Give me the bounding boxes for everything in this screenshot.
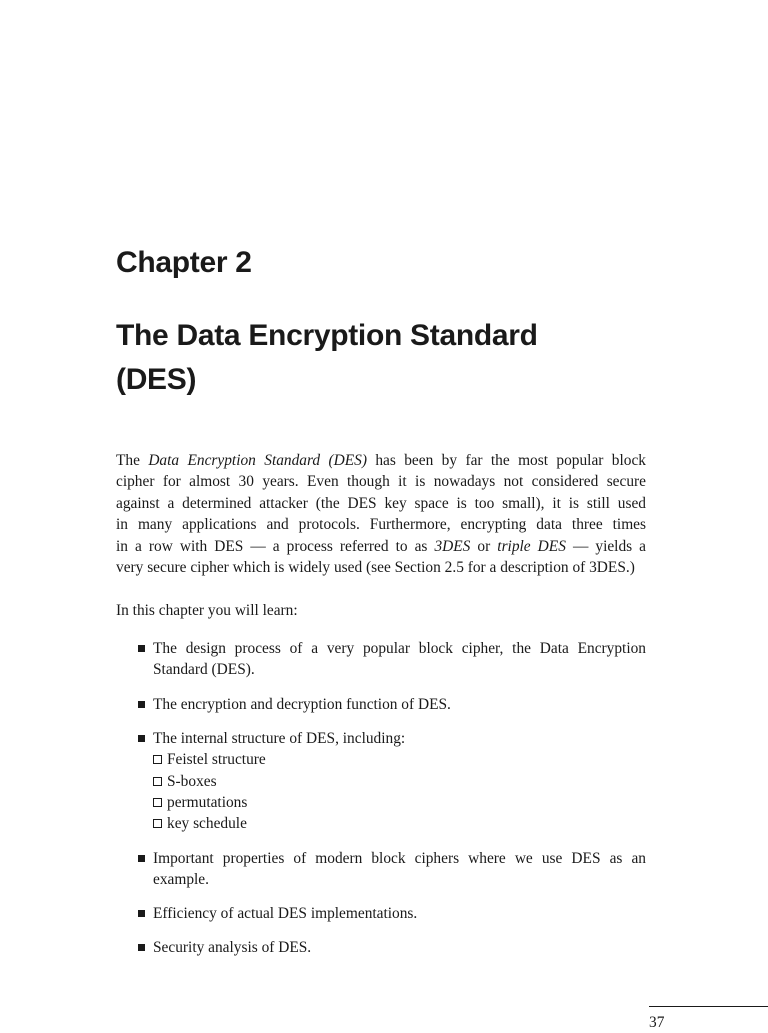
chapter-title-line: The Data Encryption Standard <box>116 319 538 352</box>
intro-line <box>116 536 646 557</box>
sublist-item <box>153 813 646 834</box>
square-bullet-icon <box>138 735 145 742</box>
intro-line: cipher for almost 30 years. Even though it is nowadays not considered secure <box>116 473 646 491</box>
intro-emphasis: triple DES <box>497 537 566 555</box>
objective-line: Security analysis of DES. <box>153 939 312 957</box>
learning-objectives-list <box>138 638 646 972</box>
sublist-item-label: permutations <box>167 794 248 812</box>
chapter-title-line: (DES) <box>116 363 197 396</box>
des-structure-sublist <box>153 749 646 835</box>
intro-text: has been by far the most popular block <box>366 452 646 469</box>
objective-item <box>138 848 646 891</box>
checkbox-icon <box>153 777 162 786</box>
objective-item <box>138 638 646 681</box>
intro-paragraph <box>116 450 646 578</box>
objective-item <box>138 694 646 715</box>
intro-emphasis: Data Encryption Standard (DES) <box>148 452 367 469</box>
intro-line: against a determined attacker (the DES key space is too small), it is still used <box>116 494 646 512</box>
square-bullet-icon <box>138 701 145 708</box>
intro-text: in a row with DES — a process referred to as <box>116 537 435 555</box>
chapter-label: Chapter 2 <box>116 246 252 279</box>
intro-text: or <box>470 537 498 555</box>
square-bullet-icon <box>138 645 145 652</box>
objective-item <box>138 728 646 835</box>
objectives-lead-in: In this chapter you will learn: <box>116 602 298 619</box>
objective-line: The encryption and decryption function of DES. <box>153 695 451 713</box>
objective-item <box>138 903 646 924</box>
checkbox-icon <box>153 819 162 828</box>
sublist-item <box>153 749 646 770</box>
sublist-item-label: Feistel structure <box>167 751 266 769</box>
intro-line: in many applications and protocols. Furthermore, encrypting data three times <box>116 516 646 534</box>
intro-text: The <box>116 452 149 469</box>
objective-line: Important properties of modern block ciphers where we use DES as an <box>153 849 646 867</box>
sublist-item <box>153 771 646 792</box>
objective-line: example. <box>153 871 209 889</box>
intro-line: very secure cipher which is widely used (see Section 2.5 for a description of 3DES.) <box>116 559 635 577</box>
objective-line: Standard (DES). <box>153 661 255 679</box>
page-number: 37 <box>649 1014 665 1031</box>
checkbox-icon <box>153 755 162 764</box>
intro-emphasis: 3DES <box>434 537 471 555</box>
sublist-item-label: key schedule <box>167 815 247 833</box>
objective-line: The design process of a very popular block cipher, the Data Encryption <box>153 640 646 657</box>
intro-line <box>116 450 646 471</box>
objective-line: Efficiency of actual DES implementations. <box>153 905 418 923</box>
square-bullet-icon <box>138 855 145 862</box>
intro-text: — yields a <box>565 537 647 555</box>
square-bullet-icon <box>138 910 145 917</box>
sublist-item <box>153 792 646 813</box>
objective-item <box>138 937 646 958</box>
sublist-item-label: S-boxes <box>167 772 217 790</box>
square-bullet-icon <box>138 944 145 951</box>
checkbox-icon <box>153 798 162 807</box>
chapter-title <box>116 314 656 402</box>
objective-line: The internal structure of DES, including: <box>153 729 406 747</box>
footer-rule <box>649 1006 768 1007</box>
